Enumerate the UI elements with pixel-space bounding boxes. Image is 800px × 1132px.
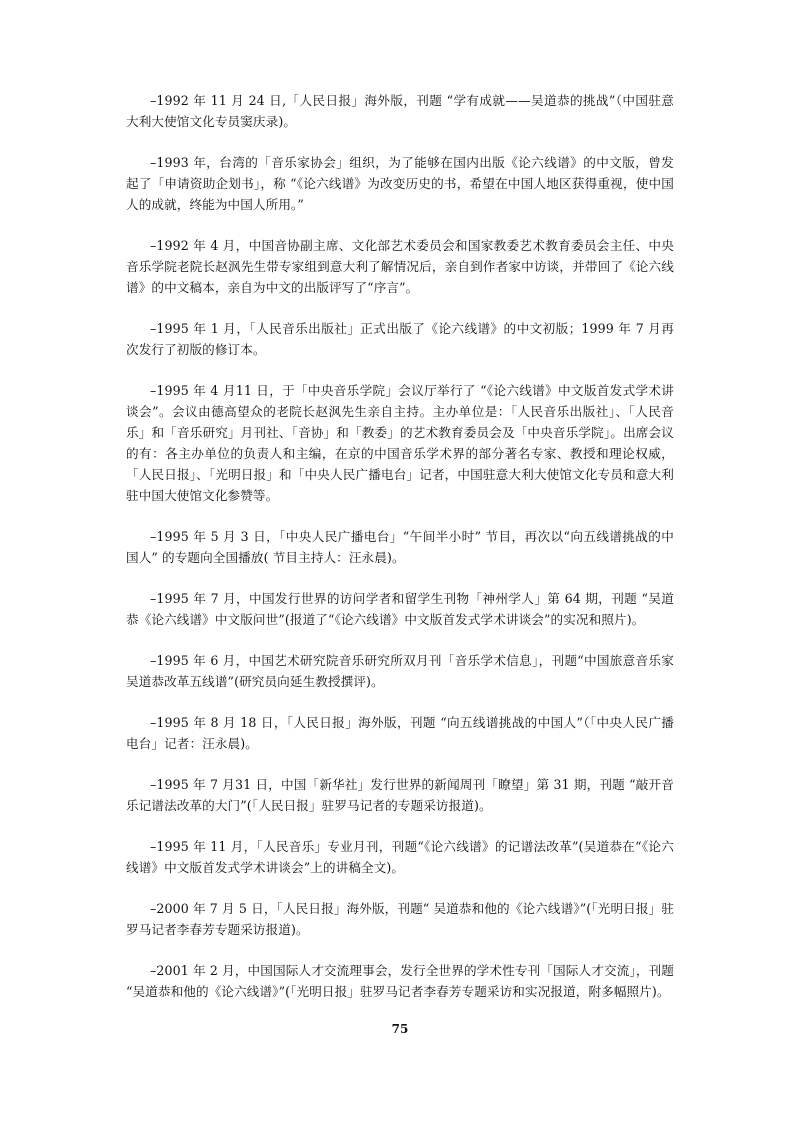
chronology-entry: –1995 年 5 月 3 日，「中央人民广播电台」“午间半小时” 节目，再次以“向五线谱挑战的中国人” 的专题向全国播放( 节目主持人：汪永晨)。 [126, 529, 674, 565]
chronology-entry: –1995 年 7 月31 日，中国「新华社」发行世界的新闻周刊「瞭望」第 31 期，刊题 “敲开音乐记谱法改革的大门”(「人民日报」驻罗马记者的专题采访报道)。 [126, 777, 674, 813]
chronology-entry: –1993 年，台湾的「音乐家协会」组织，为了能够在国内出版《论六线谱》的中文版，曾发起了「申请资助企划书」，称 “《论六线谱》为改变历史的书，希望在中国人地区获得重视，使中国人的成就，终能为中国人所用。” [126, 155, 674, 212]
chronology-entry: –1995 年 1 月，「人民音乐出版社」正式出版了《论六线谱》的中文初版；1999 年 7 月再次发行了初版的修订本。 [126, 321, 674, 357]
page-number: 75 [391, 1022, 409, 1036]
chronology-entry: –2001 年 2 月，中国国际人才交流理事会，发行全世界的学术性专刊「国际人才交流」，刊题 “吴道恭和他的《论六线谱》”(「光明日报」驻罗马记者李春芳专题采访和实况报道，附多幅照片)。 [126, 963, 674, 999]
chronology-entry: –1992 年 4 月，中国音协副主席、文化部艺术委员会和国家教委艺术教育委员会主任、中央音乐学院老院长赵沨先生带专家组到意大利了解情况后，亲自到作者家中访谈，并带回了《论六线谱》的中文稿本，亲自为中文的出版评写了“序言”。 [126, 238, 674, 295]
chronology-entry: –1995 年 7 月，中国发行世界的访问学者和留学生刊物「神州学人」第 64 期，刊题 “吴道恭《论六线谱》中文版问世”(报道了“《论六线谱》中文版首发式学术讲谈会”的实况和照片)。 [126, 591, 674, 627]
chronology-entry: –1995 年 8 月 18 日，「人民日报」海外版，刊题 “向五线谱挑战的中国人”（「中央人民广播电台」记者：汪永晨)。 [126, 715, 674, 751]
chronology-entry: –1995 年 6 月，中国艺术研究院音乐研究所双月刊「音乐学术信息」，刊题“中国旅意音乐家吴道恭改革五线谱”(研究员向延生教授撰评)。 [126, 653, 674, 689]
chronology-entry: –1995 年 11 月，「人民音乐」专业月刊，刊题“《论六线谱》的记谱法改革”(吴道恭在“《论六线谱》中文版首发式学术讲谈会”上的讲稿全文)。 [126, 839, 674, 875]
chronology-entry: –2000 年 7 月 5 日，「人民日报」海外版，刊题“ 吴道恭和他的《论六线谱》”(「光明日报」驻罗马记者李春芳专题采访报道)。 [126, 901, 674, 937]
chronology-entry: –1992 年 11 月 24 日,「人民日报」海外版，刊题 “学有成就——吴道恭的挑战”（中国驻意大利大使馆文化专员窦庆录)。 [126, 93, 674, 129]
chronology-entry: –1995 年 4 月11 日，于「中央音乐学院」会议厅举行了 “《论六线谱》中文版首发式学术讲谈会”。会议由德高望众的老院长赵沨先生亲自主持。主办单位是：「人民音乐出版社」、「人民音乐」和「音乐研究」月刊社、「音协」和「教委」的艺术教育委员会及「中央音乐学院」。出席会议的有：各主办单位的负责人和主编，在京的中国音乐学术界的部分著名专家、教授和理论权威，「人民日报」、「光明日报」和「中央人民广播电台」记者，中国驻意大利大使馆文化专员和意大利驻中国大使馆文化参赞等。 [126, 383, 674, 503]
chronology-list [126, 90, 674, 1022]
